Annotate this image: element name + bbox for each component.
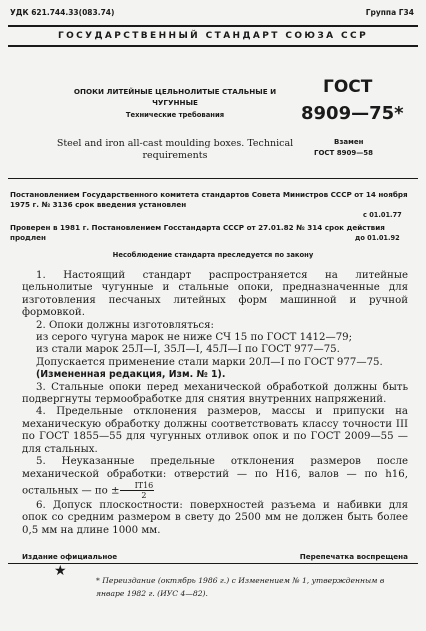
fraction-numerator: IT16 <box>120 481 155 491</box>
tolerance-fraction <box>120 481 155 500</box>
gost-label: ГОСТ <box>323 77 373 97</box>
reissue-note: * Переиздание (октябрь 1986 г.) с Изменением № 1, утвержденным в январе 1982 г. (ИУС 4—82). <box>96 576 385 598</box>
extended-date: до 01.01.92 <box>355 234 400 242</box>
star-icon: ★ <box>54 563 67 579</box>
udk-code: УДК 621.744.33(083.74) <box>10 8 115 17</box>
effective-date: с 01.01.77 <box>363 211 402 219</box>
header-rule-top <box>8 25 418 27</box>
clause-5 <box>22 456 408 500</box>
gost-number: 8909—75* <box>301 103 404 124</box>
state-standard-banner: ГОСУДАРСТВЕННЫЙ СТАНДАРТ СОЮЗА ССР <box>57 31 369 41</box>
russian-subtitle: Технические требования <box>125 111 225 119</box>
clause-6: 6. Допуск плоскостности: поверхностей разъема и набивки для опок со средним размером в свету до 2500 мм не должен быть более 0,5 мм на длине 1000 мм. <box>22 499 408 536</box>
noncompliance-notice: Несоблюдение стандарта преследуется по закону <box>112 251 314 259</box>
clause-2-item-cast-iron: из серого чугуна марок не ниже СЧ 15 по ГОСТ 1412—79; <box>36 332 353 344</box>
standard-body <box>22 270 408 537</box>
official-edition-label: Издание официальное <box>22 552 118 561</box>
clause-4: 4. Предельные отклонения размеров, массы и припуски на механическую обработку должны соответствовать классу точности III по ГОСТ 1855—55 для чугунных отливок опок и по ГОСТ 2009—55 — для стальных. <box>22 406 408 455</box>
russian-title: ОПОКИ ЛИТЕЙНЫЕ ЦЕЛЬНОЛИТЫЕ СТАЛЬНЫЕ И ЧУГУННЫЕ <box>73 87 277 107</box>
clause-1: 1. Настоящий стандарт распространяется на литейные цельнолитые чугунные и стальные опоки, предназначенные для изготовления песчаных литейных форм машинной и ручной формовкой. <box>22 270 408 319</box>
clause-2-allowance: Допускается применение стали марки 20Л—I по ГОСТ 977—75. <box>36 356 383 368</box>
amendment-note: (Измененная редакция, Изм. № 1). <box>36 369 226 381</box>
fraction-denominator: 2 <box>141 490 147 500</box>
decree-text: Постановлением Государственного комитета стандартов Совета Министров СССР от 14 ноября 1975 г. № 3136 срок введения установлен <box>10 190 408 209</box>
reprint-prohibited-label: Перепечатка воспрещена <box>299 552 408 561</box>
review-text: Проверен в 1981 г. Постановлением Госстандарта СССР от 27.01.82 № 314 срок действия продлен <box>10 223 385 242</box>
replaces-standard: ГОСТ 8909—58 <box>314 149 373 157</box>
clause-2-item-steel: из стали марок 25Л—I, 35Л—I, 45Л—I по ГОСТ 977—75. <box>36 344 340 356</box>
footer-rule <box>8 563 418 564</box>
clause-5-text: 5. Неуказанные предельные отклонения размеров после механической обработки: отверстий — по H16, валов — по h16, остальных — по ± <box>22 456 408 497</box>
clause-3: 3. Стальные опоки перед механической обработкой должны быть подвергнуты термообработке для снятия внутренних напряжений. <box>22 381 408 406</box>
group-code: Группа Г34 <box>365 8 414 17</box>
replaces-label: Взамен <box>334 138 364 146</box>
clause-2: 2. Опоки должны изготовляться: <box>36 319 214 331</box>
english-title: Steel and iron all-cast moulding boxes. Technical requirements <box>56 138 294 161</box>
header-rule-bottom <box>8 45 418 47</box>
title-divider <box>8 178 418 179</box>
